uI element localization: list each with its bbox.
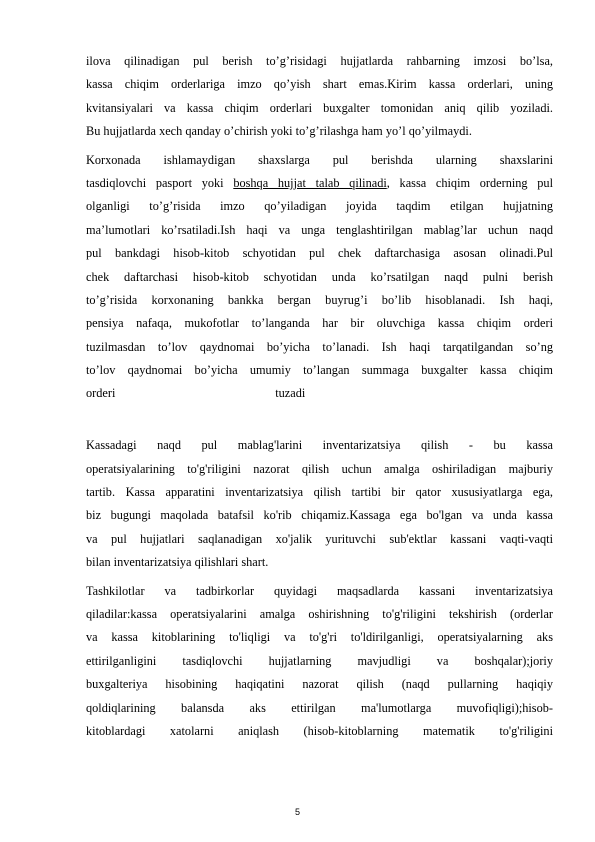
text-line: buxgalteriya hisobining haqiqatini nazorat qilish (naqd pullarning haqiqiy <box>86 677 553 692</box>
text-line: orderi tuzadi <box>86 386 306 401</box>
text-line: Tashkilotlar va tadbirkorlar quyidagi maqsadlarda kassani inventarizatsiya <box>86 583 553 598</box>
paragraph-3 <box>86 434 553 574</box>
text-line: pensiya nafaqa, mukofotlar to’langanda har bir oluvchiga kassa chiqim orderi <box>86 316 553 331</box>
body-text <box>86 50 553 743</box>
text-line: Kassadagi naqd pul mablag'larini inventarizatsiya qilish - bu kassa <box>86 438 553 453</box>
text-line: qiladilar:kassa operatsiyalarini amalga oshirishning to'g'riligini tekshirish (orderlar <box>86 606 553 621</box>
text-line: kvitansiyalari va kassa chiqim orderlari buxgalter tomonidan aniq qilib yoziladi. <box>86 100 553 115</box>
text-line: Korxonada ishlamaydigan shaxslarga pul berishda ularning shaxslarini <box>86 152 553 167</box>
blank-line <box>86 406 553 429</box>
text-line: ma’lumotlari ko’rsatiladi.Ish haqi va unga tenglashtirilgan mablag’lar uchun naqd <box>86 222 553 237</box>
text-line: qoldiqlarining balansda aks ettirilgan ma'lumotlarga muvofiqligi);hisob- <box>86 700 553 715</box>
text-line: va pul hujjatlari saqlanadigan xo'jalik yurituvchi sub'ektlar kassani vaqti-vaqti <box>86 531 553 546</box>
text-line: chek daftarchasi hisob-kitob schyotidan unda ko’rsatilgan naqd pulni berish <box>86 269 553 284</box>
paragraph-4 <box>86 580 553 744</box>
text-line: va kassa kitoblarining to'liqligi va to'g'ri to'ldirilganligi, operatsiyalarning aks <box>86 630 553 645</box>
text-run: , kassa chiqim orderning pul <box>386 175 553 190</box>
text-line: operatsiyalarining to'g'riligini nazorat qilish uchun amalga oshiriladigan majburiy <box>86 461 553 476</box>
text-run: tasdiqlovchi pasport yoki <box>86 175 234 190</box>
text-line: kitoblardagi xatolarni aniqlash (hisob-kitoblarning matematik to'g'riligini <box>86 723 553 738</box>
text-line: to’g’risida korxonaning bankka bergan buyrug’i bo’lib hisoblanadi. Ish haqi, <box>86 292 553 307</box>
text-line: tartib. Kassa apparatini inventarizatsiya qilish tartibi bir qator xususiyatlarga ega, <box>86 485 553 500</box>
paragraph-1 <box>86 50 553 144</box>
page-number: 5 <box>294 807 300 817</box>
paragraph-2 <box>86 149 553 406</box>
text-line: ettirilganligini tasdiqlovchi hujjatlarning mavjudligi va boshqalar);joriy <box>86 653 553 668</box>
text-line: Bu hujjatlarda xech qanday o’chirish yoki to’g’rilashga ham yo’l qo’yilmaydi. <box>86 124 472 139</box>
text-line: ilova qilinadigan pul berish to’g’risidagi hujjatlarda rahbarning imzosi bo’lsa, <box>86 54 553 68</box>
text-line: tuzilmasdan to’lov qaydnomai bo’yicha to’lanadi. Ish haqi tarqatilgandan so’ng <box>86 339 553 354</box>
text-line: olganligi to’g’risida imzo qo’yiladigan joyida taqdim etilgan hujjatning <box>86 199 553 214</box>
text-line: bilan inventarizatsiya qilishlari shart. <box>86 555 269 570</box>
underlined-phrase: boshqa hujjat talab qilinadi <box>233 175 387 190</box>
text-line: biz bugungi maqolada batafsil ko'rib chiqamiz.Kassaga ega bo'lgan va unda kassa <box>86 508 553 523</box>
text-line: kassa chiqim orderlariga imzo qo’yish shart emas.Kirim kassa orderlari, uning <box>86 77 553 92</box>
text-line: to’lov qaydnomai bo’yicha umumiy to’langan summaga buxgalter kassa chiqim <box>86 363 553 378</box>
text-line: pul bankdagi hisob-kitob schyotidan pul chek daftarchasiga asosan olinadi.Pul <box>86 246 553 261</box>
text-line <box>86 172 553 195</box>
